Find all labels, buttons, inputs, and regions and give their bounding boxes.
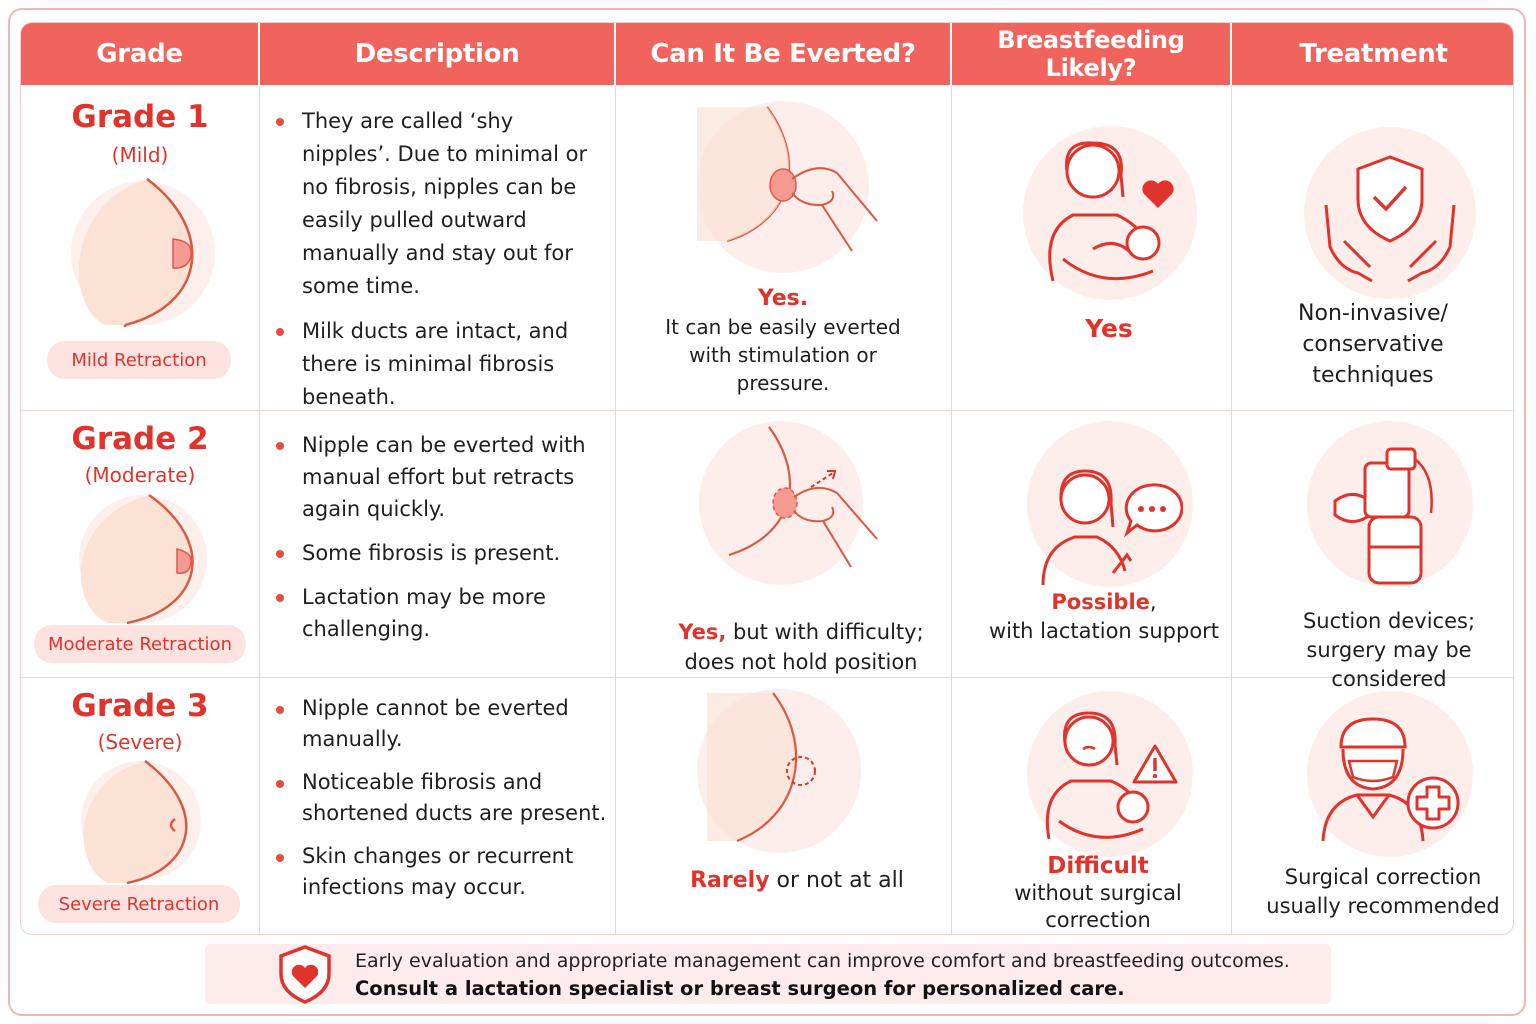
list-item: Skin changes or recurrent infections may occur. <box>262 841 607 903</box>
description-list <box>262 693 607 915</box>
feeding-answer: Possible, with lactation support <box>983 588 1225 646</box>
breast-profile-icon <box>65 175 220 327</box>
medical-cross-icon <box>1405 775 1461 831</box>
header-everted: Can It Be Everted? <box>616 23 952 85</box>
eversion-answer-strong: Yes, <box>678 620 727 644</box>
column-divider <box>615 85 616 934</box>
heart-shield-icon <box>277 944 333 1004</box>
feeding-answer-strong: Yes <box>1085 314 1133 343</box>
hand-everting-nipple-icon <box>699 421 889 585</box>
treatment-text: Suction devices; surgery may be considered <box>1302 609 1476 691</box>
grade-title: Grade 1 <box>71 99 209 135</box>
column-divider <box>259 85 260 934</box>
treatment-text: Surgical correction usually recommended <box>1266 865 1500 918</box>
retracted-nipple-icon <box>697 689 861 853</box>
speech-bubble-icon <box>1121 481 1183 537</box>
retraction-badge: Moderate Retraction <box>34 625 246 663</box>
eversion-answer <box>643 285 923 397</box>
eversion-answer-detail: It can be easily everted with stimulation or pressure. <box>665 315 901 395</box>
header-description: Description <box>260 23 616 85</box>
footer-line-2: Consult a lactation specialist or breast surgeon for personalized care. <box>355 977 1125 1000</box>
feeding-answer-strong: Possible <box>1051 590 1150 614</box>
grade-severity: (Mild) <box>111 143 169 167</box>
grading-table <box>20 22 1514 935</box>
retraction-badge: Mild Retraction <box>47 341 231 379</box>
header-breastfeeding: Breastfeeding Likely? <box>952 23 1232 85</box>
eversion-answer-detail: or not at all <box>769 868 904 893</box>
retraction-badge: Severe Retraction <box>38 885 240 923</box>
list-item: Noticeable fibrosis and shortened ducts are present. <box>262 767 607 829</box>
breast-profile-icon <box>67 493 222 625</box>
grade-title: Grade 2 <box>71 421 209 457</box>
hands-shield-check-icon <box>1314 151 1466 291</box>
hand-everting-nipple-icon <box>697 101 887 273</box>
list-item: Some fibrosis is present. <box>262 537 607 569</box>
eversion-answer <box>661 867 933 895</box>
footer-note <box>205 944 1331 1004</box>
eversion-answer-strong: Rarely <box>690 868 770 893</box>
column-divider <box>951 85 952 934</box>
feeding-answer-detail: with lactation support <box>988 619 1220 643</box>
description-list <box>262 105 607 426</box>
eversion-answer <box>661 617 941 677</box>
mother-nursing-icon <box>1033 131 1193 299</box>
row-divider <box>21 410 1513 411</box>
feeding-answer <box>981 853 1215 934</box>
header-grade: Grade <box>21 23 260 85</box>
list-item: Lactation may be more challenging. <box>262 581 607 645</box>
description-list <box>262 429 607 657</box>
breast-profile-icon <box>71 759 211 885</box>
treatment-text: Non-invasive/ conservative techniques <box>1298 301 1448 388</box>
heart-icon <box>1141 178 1175 210</box>
warning-icon <box>1131 743 1179 785</box>
list-item: Nipple can be everted with manual effort but retracts again quickly. <box>262 429 607 525</box>
feeding-answer-detail: without surgical correction <box>1014 881 1182 932</box>
eversion-answer-detail: but with difficulty; does not hold position <box>684 620 924 674</box>
breast-pump-icon <box>1331 439 1441 589</box>
grade-severity: (Moderate) <box>84 463 196 487</box>
column-divider <box>1231 85 1232 934</box>
list-item: Nipple cannot be everted manually. <box>262 693 607 755</box>
eversion-answer-strong: Yes. <box>757 286 809 311</box>
footer-line-1: Early evaluation and appropriate management can improve comfort and breastfeeding outcomes. <box>355 950 1290 972</box>
list-item: Milk ducts are intact, and there is minimal fibrosis beneath. <box>262 315 607 414</box>
feeding-answer-strong: Difficult <box>1047 853 1149 879</box>
header-treatment: Treatment <box>1232 23 1514 85</box>
list-item: They are called ‘shy nipples’. Due to minimal or no fibrosis, nipples can be easily pulled outward manually and stay out for some time. <box>262 105 607 303</box>
grade-title: Grade 3 <box>71 688 209 724</box>
grade-severity: (Severe) <box>97 730 183 754</box>
